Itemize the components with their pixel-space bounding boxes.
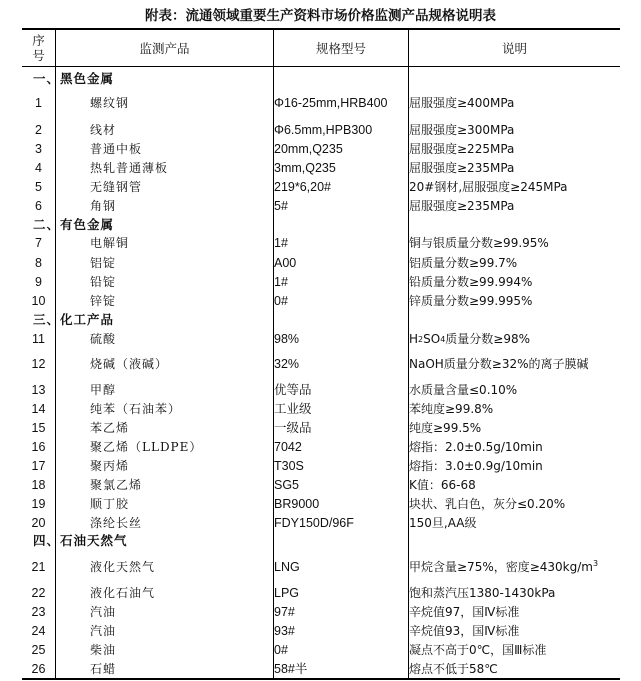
product-name: 柴油 [90,643,117,657]
product-name: 锌锭 [90,294,117,308]
description: 20#钢材,屈服强度≥245MPa [409,180,568,194]
row-number: 5 [35,180,42,194]
row-number: 4 [35,161,42,175]
row-number: 21 [31,559,46,574]
row-number: 17 [31,459,46,473]
table-row [22,178,620,197]
row-number: 14 [31,402,46,416]
table-row [22,641,620,660]
description: 熔指：2.0±0.5g/10min [409,440,543,454]
category-label: 二、有色金属 [33,217,115,232]
product-name: 石蜡 [90,661,117,676]
table-row [22,622,620,641]
row-number: 13 [31,383,46,397]
description-text: 质量分数≥98% [445,332,531,346]
description: 屈服强度≥225MPa [409,142,515,156]
description: 辛烷值93，国Ⅳ标准 [409,624,520,638]
spec-value: SG5 [274,478,300,492]
unit-superscript: 3 [593,558,599,568]
row-number: 6 [35,199,42,213]
formula-h: H [409,332,419,346]
spec-value: T30S [274,459,304,473]
description: 150旦,AA级 [409,516,477,530]
spec-value: FDY150D/96F [274,516,354,530]
table-row [22,550,620,584]
description: 辛烷值97，国Ⅳ标准 [409,605,520,619]
product-name: 液化石油气 [90,586,156,600]
table-title: 附表：流通领域重要生产资料市场价格监测产品规格说明表 [145,8,496,24]
row-number: 1 [35,96,42,110]
table-row [22,140,620,159]
spec-value: 一级品 [274,421,312,435]
spec-value: 工业级 [274,402,312,416]
row-number: 22 [31,586,46,600]
row-number: 20 [31,516,46,530]
table-row [22,330,620,349]
table-row [22,495,620,514]
row-number: 11 [32,332,45,346]
category-label: 三、化工产品 [33,312,115,327]
category-label: 一、黑色金属 [33,71,115,86]
row-number: 19 [31,497,46,511]
product-name: 铝锭 [90,256,117,270]
table-row [22,87,620,120]
product-name: 电解铜 [90,236,130,250]
product-name: 铅锭 [90,275,117,289]
table-row [22,273,620,292]
table-row [22,476,620,495]
table-row [22,457,620,476]
bottom-rule [22,678,620,680]
table-row [22,159,620,178]
row-number: 25 [31,643,46,657]
product-name: 热轧普通薄板 [90,161,169,175]
table-row [22,349,620,380]
spec-value: 20mm,Q235 [274,142,343,156]
row-number: 16 [31,440,46,454]
description: 锌质量分数≥99.995% [409,294,533,308]
description: 屈服强度≥400MPa [409,96,515,110]
description: 块状、乳白色，灰分≤0.20% [409,497,566,511]
header-product: 监测产品 [139,41,190,56]
row-number: 12 [31,357,46,371]
row-number: 3 [35,142,42,156]
header-number-line1: 序 [32,33,45,48]
product-name: 甲醇 [90,383,117,397]
spec-value: 优等品 [274,383,312,397]
description: 屈服强度≥235MPa [409,199,515,213]
spec-value: LNG [274,559,300,574]
row-number: 8 [35,256,42,270]
description: 苯纯度≥99.8% [409,402,494,416]
description: 饱和蒸汽压1380-1430kPa [409,586,556,600]
spec-value: A00 [274,256,297,270]
header-rule [22,66,620,67]
product-name: 汽油 [90,605,117,619]
product-name: 普通中板 [90,142,143,156]
product-name: 聚丙烯 [90,459,130,473]
table-row [22,292,620,311]
table-row [22,584,620,603]
row-number: 9 [35,275,42,289]
spec-value: Φ16-25mm,HRB400 [274,96,388,110]
row-number: 26 [31,661,46,676]
spec-value: 98% [274,332,300,346]
product-name: 线材 [90,123,117,137]
description: 铜与银质量分数≥99.95% [409,236,549,250]
description: 凝点不高于0℃，国Ⅲ标准 [409,643,547,657]
spec-value: 7042 [274,440,302,454]
header-number-line2: 号 [32,48,45,63]
spec-value: 219*6,20# [274,180,332,194]
row-number: 18 [31,478,46,492]
table-row [22,400,620,419]
description-text: 甲烷含量≥75%，密度≥430kg/m [409,559,593,574]
product-name: 聚氯乙烯 [90,478,143,492]
product-name: 无缝钢管 [90,180,143,194]
spec-value: 32% [274,357,300,371]
row-number: 24 [31,624,46,638]
table-row [22,197,620,216]
header-spec: 规格型号 [315,41,366,56]
description: H 2 SO 4 质量分数≥98% [409,332,531,346]
product-name: 硫酸 [90,332,117,346]
description [409,550,618,584]
table-row [22,514,620,533]
header-number [22,30,55,66]
table-row [22,603,620,622]
table-row [22,419,620,438]
product-name: 聚乙烯（LLDPE） [90,440,203,454]
row-number: 7 [35,236,42,250]
product-name: 螺纹钢 [90,96,130,110]
table-row [22,254,620,273]
spec-value: 58#半 [274,661,308,676]
product-name: 角钢 [90,199,117,213]
description: 熔点不低于58℃ [409,661,498,676]
description: 水质量含量≤0.10% [409,383,518,397]
table-row [22,438,620,457]
description: K值：66-68 [409,478,476,492]
row-number: 15 [31,421,46,435]
spec-value: Φ6.5mm,HPB300 [274,123,373,137]
description: 铝质量分数≥99.7% [409,256,518,270]
spec-value: 3mm,Q235 [274,161,336,175]
header-description: 说明 [501,41,527,56]
description: 熔指：3.0±0.9g/10min [409,459,543,473]
description: NaOH质量分数≥32%的离子膜碱 [409,357,589,371]
spec-value: 0# [274,294,288,308]
product-name: 烧碱（液碱） [90,357,169,371]
description: 铅质量分数≥99.994% [409,275,533,289]
spec-value: 0# [274,643,288,657]
row-number: 10 [31,294,46,308]
spec-value: 93# [274,624,295,638]
spec-value: 97# [274,605,295,619]
category-label: 四、石油天然气 [33,533,128,548]
spec-value: 5# [274,199,288,213]
spec-value: LPG [274,586,300,600]
formula-so: SO [423,332,441,346]
description: 屈服强度≥235MPa [409,161,515,175]
table-row [22,381,620,400]
product-name: 顺丁胶 [90,497,130,511]
description: 屈服强度≥300MPa [409,123,515,137]
row-number: 2 [35,123,42,137]
spec-value: 1# [274,275,288,289]
table-row [22,234,620,253]
product-name: 涤纶长丝 [90,516,143,530]
product-name: 液化天然气 [90,559,156,574]
row-number: 23 [31,605,46,619]
table-row [22,660,620,678]
description: 纯度≥99.5% [409,421,482,435]
product-name: 苯乙烯 [90,421,130,435]
product-name: 纯苯（石油苯） [90,402,182,416]
spec-value: BR9000 [274,497,320,511]
product-name: 汽油 [90,624,117,638]
table-row [22,121,620,140]
spec-value: 1# [274,236,288,250]
